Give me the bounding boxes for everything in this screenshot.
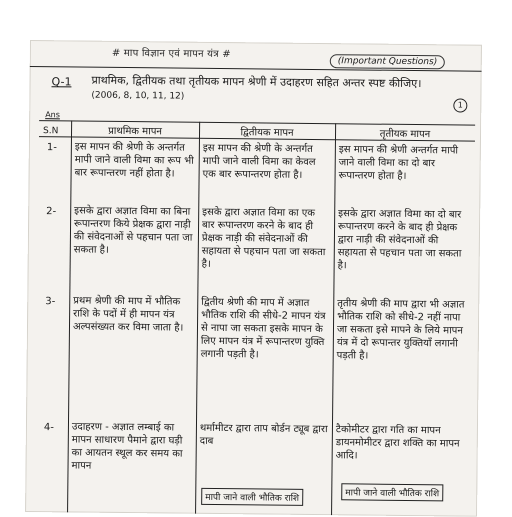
col-header-secondary: द्वितीयक मापन [240, 127, 294, 139]
row-1-secondary: इस मापन की श्रेणी के अन्तर्गत मापी जाने वाली विमा का केवल एक बार रूपान्तरण होता है। [202, 142, 316, 181]
box-secondary-label: मापी जाने वाली भौतिक राशि [201, 488, 303, 506]
question-body: प्राथमिक, द्वितीयक तथा तृतीयक मापन श्रेणी में उदाहरण सहित अन्तर स्पष्ट कीजिए। [91, 73, 422, 91]
row-1-tertiary: इस मापन की श्रेणी अन्तर्गत मापी जाने वाली विमा का दो बार रूपान्तरण होता है। [338, 144, 459, 182]
page-header: # माप विज्ञान एवं मापन यंत्र # [111, 47, 231, 61]
row-2-primary: इसके द्वारा अज्ञात विमा का बिना रूपान्तरण किये प्रेक्षक द्वारा नाड़ी की संवेदनाओं से पहचान पता जा सकता है। [73, 205, 193, 256]
row-3-sn: 3- [45, 296, 56, 308]
col-header-tertiary: तृतीयक मापन [379, 128, 431, 141]
row-1-sn: 1- [46, 142, 57, 154]
row-4-primary: उदाहरण - अज्ञात लम्बाई का मापन साधारण पैमाने द्वारा घड़ी का आयतन स्थूल कर समय का मापन [71, 421, 183, 472]
answer-label: Ans [45, 110, 60, 120]
row-4-sn: 4- [43, 422, 54, 434]
important-tag: (Important Questions) [330, 54, 446, 69]
row-3-secondary: द्वितीय श्रेणी की माप में अज्ञात भौतिक राशि की सीधे-2 मापन यंत्र से नापा जा सकता इसके मापन के लिए मापन यंत्र में रूपान्तरण युक्ति लगानी पड़ती है। [200, 296, 326, 361]
row-2-tertiary: इसके द्वारा अज्ञात विमा का दो बार रूपान्तरण करने के बाद ही प्रेक्षक द्वारा नाड़ी की संवेदनाओं की सहायता से पहचान पता जा सकता है। [337, 208, 462, 272]
row-1-primary: इस मापन की श्रेणी के अन्तर्गत मापी जाने वाली विमा का रूप भी बार रूपान्तरण नहीं होता है। [74, 141, 194, 180]
notebook-page [25, 40, 482, 517]
question-text [91, 74, 451, 107]
row-2-sn: 2- [46, 206, 57, 218]
col-rule-2 [195, 122, 200, 514]
question-years: (2006, 8, 10, 11, 12) [91, 90, 185, 102]
question-number: Q-1 [51, 75, 72, 89]
row-4-tertiary: टैकोमीटर द्वारा गति का मापन डायनमोमीटर द्वारा शक्ति का मापन आदि। [335, 424, 460, 462]
row-3-primary: प्रथम श्रेणी की माप में भौतिक राशि के पदों में ही मापन यंत्र अल्पसंख्यत कर विमा जाता है। [72, 295, 184, 334]
row-2-secondary: इसके द्वारा अज्ञात विमा का एक बार रूपान्तरण करने के बाद ही प्रेक्षक नाड़ी की संवेदनाओं की सहायता से पहचान पता जा सकता है। [201, 206, 326, 270]
row-4-secondary: थर्मामीटर द्वारा ताप बोर्डन ट्यूब द्वारा दाब [199, 422, 328, 447]
box-tertiary-label: मापी जाने वाली भौतिक राशि [341, 483, 443, 501]
mark-circle: 1 [453, 98, 467, 112]
col-header-sn: S.N [42, 126, 59, 137]
col-header-primary: प्राथमिक मापन [108, 125, 163, 138]
row-3-tertiary: तृतीय श्रेणी की माप द्वारा भी अज्ञात भौतिक राशि को सीधे-2 नहीं नापा जा सकता इसे मापने के लिये मापन यंत्र में दो रूपान्तर युक्तियाँ लगानी पड़ती है। [336, 298, 465, 362]
